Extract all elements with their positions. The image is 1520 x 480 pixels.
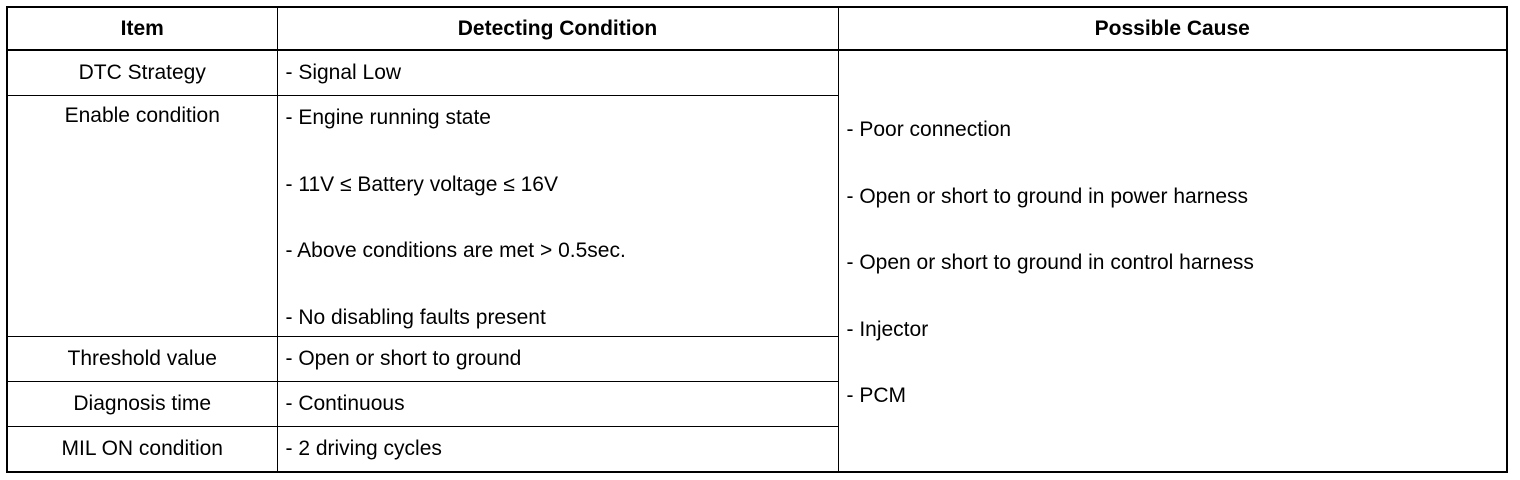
condition-line: - 2 driving cycles <box>285 436 442 460</box>
possible-cause-cell <box>838 50 1507 472</box>
item-threshold-value: Threshold value <box>7 336 277 381</box>
condition-dtc-strategy <box>277 50 838 96</box>
condition-line: - Engine running state <box>285 106 491 130</box>
item-mil-on-condition: MIL ON condition <box>7 426 277 472</box>
cause-item: - PCM <box>846 384 906 407</box>
condition-line: - Continuous <box>285 391 405 415</box>
item-dtc-strategy: DTC Strategy <box>7 50 277 96</box>
condition-line: - 11V ≤ Battery voltage ≤ 16V <box>285 172 558 196</box>
cause-item: - Poor connection <box>846 118 1012 141</box>
condition-mil-on <box>277 426 838 472</box>
condition-line: - Open or short to ground <box>285 346 522 370</box>
header-possible-cause: Possible Cause <box>838 7 1507 50</box>
item-diagnosis-time: Diagnosis time <box>7 381 277 426</box>
condition-diagnosis-time <box>277 381 838 426</box>
dtc-table <box>6 6 1508 473</box>
condition-enable <box>277 96 838 337</box>
table-row <box>7 50 1507 96</box>
condition-line: - No disabling faults present <box>285 305 546 329</box>
condition-line: - Signal Low <box>285 61 402 85</box>
header-item: Item <box>7 7 277 50</box>
table-header-row <box>7 7 1507 50</box>
cause-item: - Open or short to ground in power harness <box>846 184 1249 208</box>
header-detecting-condition: Detecting Condition <box>277 7 838 50</box>
cause-item: - Injector <box>846 317 929 341</box>
item-enable-condition: Enable condition <box>7 96 277 337</box>
cause-list <box>847 116 1507 449</box>
cause-item: - Open or short to ground in control harness <box>846 251 1254 274</box>
condition-line: - Above conditions are met > 0.5sec. <box>285 239 626 263</box>
condition-threshold <box>277 336 838 381</box>
